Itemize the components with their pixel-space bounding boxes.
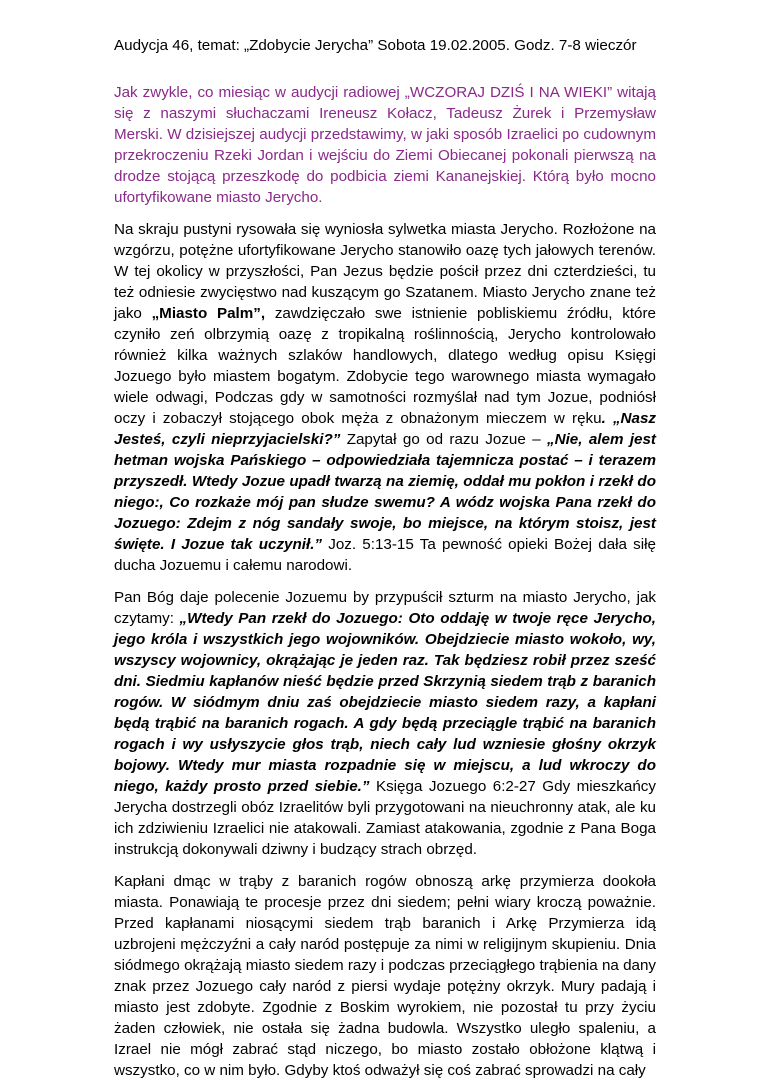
quote-run: „Wtedy Pan rzekł do Jozuego: Oto oddaję w twoje ręce Jerycho, jego króla i wszystkich jego wojowników. Obejdziecie miasto wokoło, wy, wszyscy wojownicy, okrążając je jeden raz. Tak będziesz robił przez sześć dni. Siedmiu kapłanów nieść będzie przed Skrzynią siedem trąb z baranich rogów. W siódmym dniu zaś obejdziecie miasto siedem razy, a kapłani będą trąbić na baranich rogach. A gdy będą przeciągle trąbić na baranich rogach i wy usłyszycie głos trąb, niech cały lud wzniesie głośny okrzyk bojowy. Wtedy mur miasta rozpadnie się w miejscu, a lud wkroczy do niego, każdy prosto przed siebie.” xyxy=(114,610,656,795)
document-page xyxy=(114,35,656,1092)
text-run: Na skraju pustyni rysowała się wyniosła sylwetka miasta Jerycho. Rozłożone na wzgórzu, potężne ufortyfikowane Jerycho stanowiło oazę tych jałowych terenów. W tej okolicy w przyszłości, Pan Jezus będzie pościł przez dni czterdzieści, tu też odniesie zwycięstwo nad kuszącym go Szatanem. Miasto Jerycho znane też jako xyxy=(114,221,656,322)
intro-paragraph: Jak zwykle, co miesiąc w audycji radiowej „WCZORAJ DZIŚ I NA WIEKI” witają się z naszymi słuchaczami Ireneusz Kołacz, Tadeusz Żurek i Przemysław Merski. W dzisiejszej audycji przedstawimy, w jaki sposób Izraelici po cudownym przekroczeniu Rzeki Jordan i wejściu do Ziemi Obiecanej pokonali pierwszą na drodze stojącą przeszkodę do podbicia ziemi Kananejskiej. Którą było mocno ufortyfikowane miasto Jerycho. xyxy=(114,84,656,206)
text-run: Pan Bóg daje polecenie Jozuemu by przypuścił szturm na miasto Jerycho, jak czytamy: xyxy=(114,589,656,627)
quote-run: „Nie, alem jest hetman wojska Pańskiego – odpowiedziała tajemnicza postać – i terazem przyszedł. Wtedy Jozue upadł twarzą na ziemię, oddał mu pokłon i rzekł do niego:, Co rozkaże mój pan słudze swemu? A wódz wojska Pana rzekł do Jozuego: Zdejm z nóg sandały swoje, bo miejsce, na którym stoisz, jest święte. I Jozue tak uczynił.” xyxy=(114,431,656,553)
text-run: Joz. 5:13-15 Ta pewność opieki Bożej dała siłę ducha Jozuemu i całemu narodowi. xyxy=(114,536,656,574)
text-run: Zapytał go od razu Jozue – xyxy=(340,431,548,448)
text-run: zawdzięczało swe istnienie pobliskiemu źródłu, które czyniło zeń olbrzymią oazę z tropikalną roślinnością, Jerycho kontrolowało również kilka ważnych szlaków handlowych, dlatego według opisu Księgi Jozuego było miastem bogatym. Zdobycie tego warownego miasta wymagało wiele odwagi, Podczas gdy w samotności rozmyślał nad tym Jozue, podniósł oczy i zobaczył stojącego obok męża z obnażonym mieczem w ręku xyxy=(114,305,656,427)
quote-run: . „Nasz Jesteś, czyli nieprzyjacielski?” xyxy=(114,410,656,448)
paragraph-gods-command xyxy=(114,587,656,860)
text-run: Księga Jozuego 6:2-27 Gdy mieszkańcy Jerycha dostrzegli obóz Izraelitów byli przygotowani na nieuchronny atak, ale ku ich zdziwieniu Izraelici nie atakowali. Zamiast atakowania, zgodnie z Pana Boga instrukcją dokonywali dziwny i budzący strach obrzęd. xyxy=(114,778,656,858)
paragraph-jericho-description xyxy=(114,219,656,576)
document-header: Audycja 46, temat: „Zdobycie Jerycha” Sobota 19.02.2005. Godz. 7-8 wieczór xyxy=(114,37,637,54)
paragraph-procession: Kapłani dmąc w trąby z baranich rogów obnoszą arkę przymierza dookoła miasta. Ponawiają te procesje przez dni siedem; pełni wiary kroczą poważnie. Przed kapłanami niosącymi siedem trąb baranich i Arkę Przymierza idą uzbrojeni mężczyźni a cały naród postępuje za nimi w religijnym skupieniu. Dnia siódmego okrążają miasto siedem razy i podczas przeciągłego trąbienia na dany znak przez Jozuego cały naród z piersi wydaje potężny okrzyk. Mury padają i miasto jest zdobyte. Zgodnie z Boskim wyrokiem, nie pozostał tu przy życiu żaden człowiek, nie ostała się żadna budowla. Wszystko uległo spaleniu, a Izrael nie mógł zabrać stąd niczego, bo miasto zostało obłożone klątwą i wszystko, co w nim było. Gdyby ktoś odważył się coś zabrać sprowadzi na cały xyxy=(114,873,656,1079)
bold-run: „Miasto Palm”, xyxy=(151,305,266,322)
